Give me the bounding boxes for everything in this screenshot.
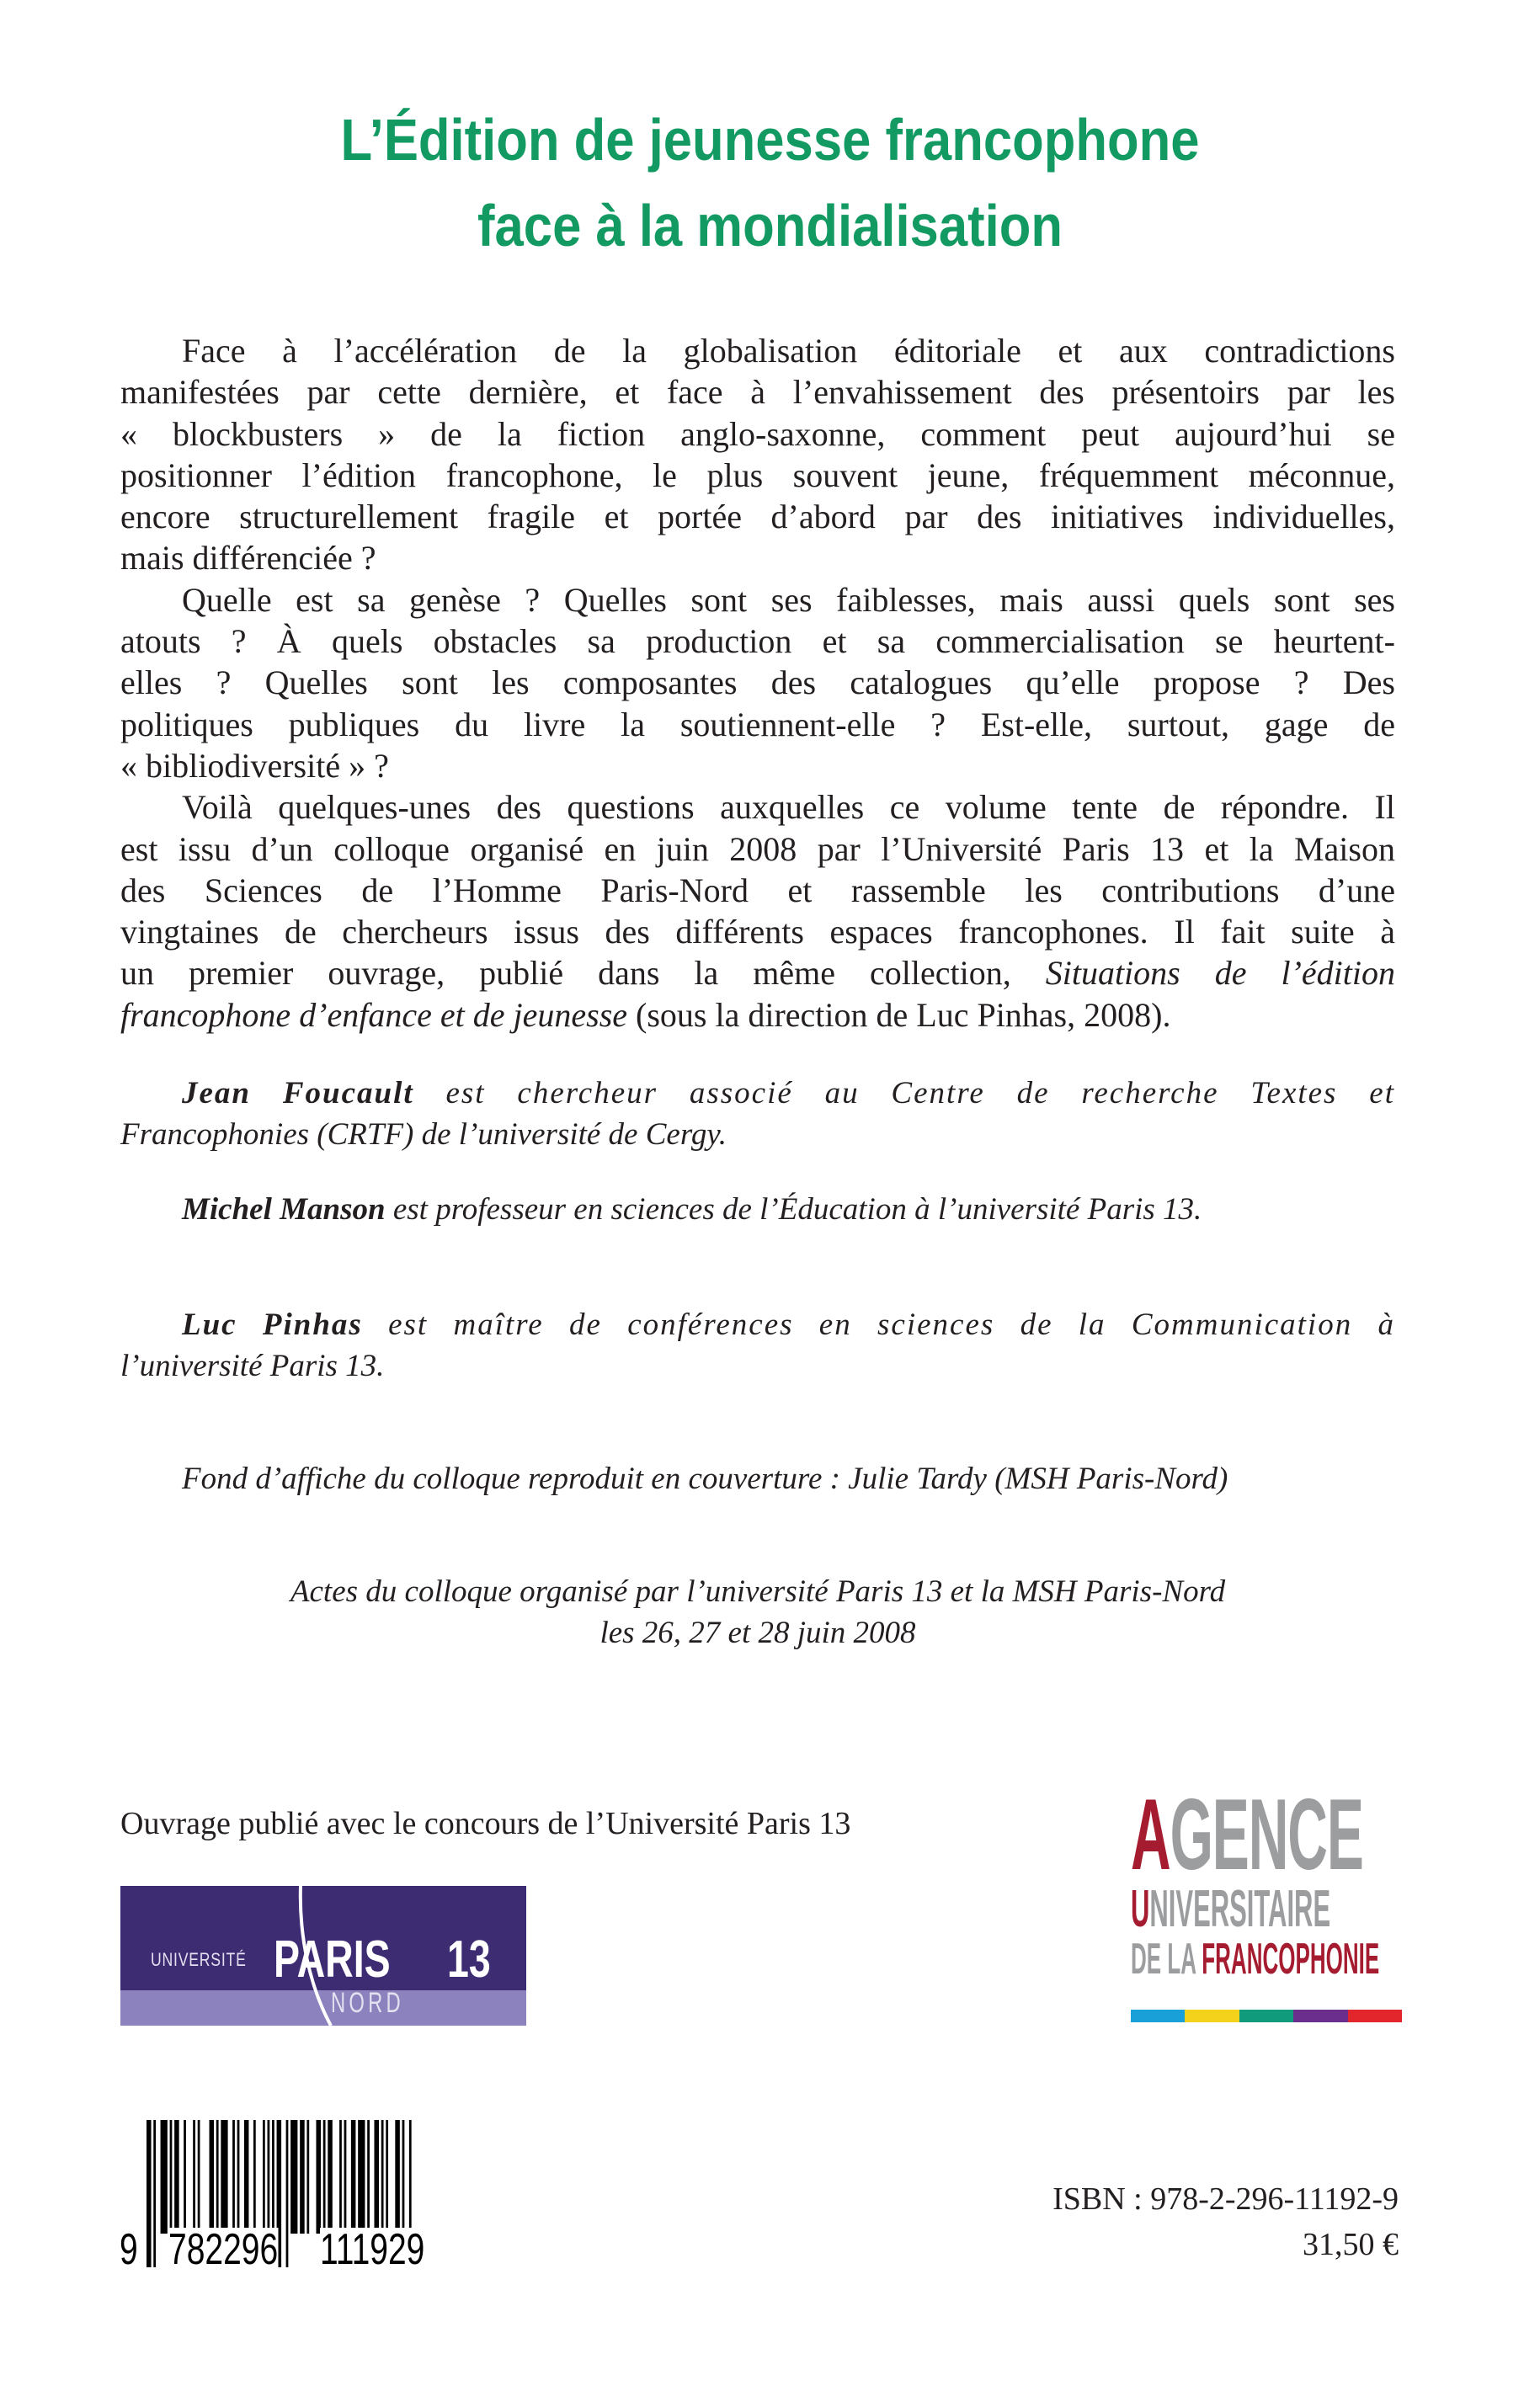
barcode-bar xyxy=(316,2120,321,2234)
price: 31,50 € xyxy=(1303,2227,1399,2262)
bio-text: est professeur en sciences de l’Éducation à l’université Paris 13. xyxy=(385,1192,1202,1227)
author-name: Jean Foucault xyxy=(182,1076,414,1110)
bio-luc-pinhas xyxy=(120,1304,1395,1387)
barcode-bar xyxy=(147,2120,152,2267)
barcode-bar xyxy=(351,2120,356,2234)
text-line: « blockbusters » de la fiction anglo-saxonne, comment peut aujourd’hui se xyxy=(120,414,1395,453)
text-line: l’université Paris 13. xyxy=(120,1349,385,1383)
text-line xyxy=(120,994,1395,1036)
book-title-citation: Situations de l’édition xyxy=(1045,954,1395,993)
barcode-bar xyxy=(263,2120,265,2234)
color-bar-segment xyxy=(1131,2010,1185,2022)
agence-universitaire-francophonie-logo xyxy=(1131,1778,1402,2022)
text-line xyxy=(120,1189,1395,1230)
text-line: vingtaines de chercheurs issus des différents espaces francophones. Il fait suite à xyxy=(120,913,1395,951)
barcode-digits: 782296 xyxy=(168,2225,279,2274)
text-line: elles ? Quelles sont les composantes des catalogues qu’elle propose ? Des xyxy=(120,663,1395,702)
barcode-bar xyxy=(286,2120,289,2267)
paragraph-3 xyxy=(120,786,1395,1036)
logo-text: PARIS xyxy=(274,1931,391,1989)
isbn: ISBN : 978-2-296-11192-9 xyxy=(1052,2181,1399,2217)
barcode-bar xyxy=(386,2120,388,2234)
proceedings-note xyxy=(120,1571,1395,1654)
barcode-bar xyxy=(395,2120,400,2234)
barcode-bar xyxy=(174,2120,179,2234)
barcode-bar xyxy=(244,2120,249,2234)
blurb xyxy=(120,330,1395,1036)
barcode-bar xyxy=(358,2120,365,2234)
color-bar-segment xyxy=(1239,2010,1293,2022)
barcode-bar xyxy=(216,2120,219,2234)
text-line: Quelle est sa genèse ? Quelles sont ses faiblesses, mais aussi quels sont ses xyxy=(182,580,1395,619)
cover-credit xyxy=(120,1458,1395,1499)
text-line xyxy=(120,952,1395,993)
barcode-bar xyxy=(153,2120,156,2267)
bio-text: est chercheur associé au Centre de recherche Textes et xyxy=(413,1076,1395,1110)
barcode-digits: 111929 xyxy=(320,2225,425,2274)
bio-michel-manson xyxy=(120,1189,1395,1230)
text-line xyxy=(120,1073,1395,1114)
logo-text: NORD xyxy=(331,1987,404,2019)
barcode-bar xyxy=(328,2120,333,2234)
text-line: manifestées par cette dernière, et face à l’envahissement des présentoirs par les xyxy=(120,373,1395,412)
text-line: « bibliodiversité » ? xyxy=(120,746,389,785)
barcode-bar xyxy=(374,2120,379,2234)
support-note: Ouvrage publié avec le concours de l’Université Paris 13 xyxy=(120,1806,851,1841)
barcode-bar xyxy=(344,2120,347,2234)
title-line-1: L’Édition de jeunesse francophone xyxy=(340,107,1200,173)
barcode-bar xyxy=(161,2120,168,2234)
barcode-bar xyxy=(198,2120,200,2234)
barcode-bar xyxy=(402,2120,405,2234)
barcode-bar xyxy=(290,2120,297,2234)
barcode-bar xyxy=(272,2120,274,2234)
text-line: est issu d’un colloque organisé en juin 2008 par l’Université Paris 13 et la Maison xyxy=(120,829,1395,868)
logo-text: UNIVERSITAIRE xyxy=(1131,1880,1331,1938)
barcode-bar xyxy=(268,2120,270,2234)
text-line: Actes du colloque organisé par l’université Paris 13 et la MSH Paris-Nord xyxy=(290,1574,1226,1609)
universite-paris-13-logo xyxy=(120,1886,526,2026)
logo-text: DE LA FRANCOPHONIE xyxy=(1131,1935,1380,1984)
color-bar-segment xyxy=(1185,2010,1239,2022)
barcode-bar xyxy=(300,2120,305,2234)
author-name: Luc Pinhas xyxy=(182,1308,363,1342)
text-line: encore structurellement fragile et portée d’abord par des initiatives individuelles, xyxy=(120,498,1395,536)
barcode-bar xyxy=(232,2120,235,2234)
isbn-barcode xyxy=(120,2120,497,2274)
logo-text: AGENCE xyxy=(1131,1778,1363,1891)
barcode-bar xyxy=(210,2120,215,2234)
color-bar-segment xyxy=(1348,2010,1402,2022)
logo-text: UNIVERSITÉ xyxy=(151,1949,247,1970)
barcode-bar xyxy=(193,2120,195,2234)
color-bar xyxy=(1131,2010,1402,2022)
logo-text: 13 xyxy=(447,1931,491,1989)
barcode-bar xyxy=(253,2120,256,2234)
text-line: mais différenciée ? xyxy=(120,539,376,578)
paragraph-1 xyxy=(120,330,1395,579)
barcode-bar xyxy=(306,2120,309,2234)
barcode-bar xyxy=(170,2120,173,2234)
barcode-bar xyxy=(184,2120,186,2234)
book-title-citation: francophone d’enfance et de jeunesse xyxy=(120,995,628,1034)
paragraph-2 xyxy=(120,579,1395,786)
text-line: Fond d’affiche du colloque reproduit en couverture : Julie Tardy (MSH Paris-Nord) xyxy=(182,1462,1228,1496)
text-line: les 26, 27 et 28 juin 2008 xyxy=(599,1616,916,1650)
bio-jean-foucault xyxy=(120,1073,1395,1155)
bio-text: est maître de conférences en sciences de la Communication à xyxy=(362,1308,1395,1342)
text-line: atouts ? À quels obstacles sa production et sa commercialisation se heurtent- xyxy=(120,622,1395,661)
barcode-digit: 9 xyxy=(120,2225,138,2274)
author-name: Michel Manson xyxy=(182,1192,386,1227)
text-line: Face à l’accélération de la globalisation éditoriale et aux contradictions xyxy=(182,332,1395,370)
color-bar-segment xyxy=(1293,2010,1347,2022)
title-line-2: face à la mondialisation xyxy=(477,193,1063,258)
text-line: politiques publiques du livre la soutiennent-elle ? Est-elle, surtout, gage de xyxy=(120,705,1395,743)
text-line: des Sciences de l’Homme Paris-Nord et rassemble les contributions d’une xyxy=(120,871,1395,909)
barcode-bar xyxy=(323,2120,326,2234)
barcode-bar xyxy=(367,2120,370,2234)
text-segment: un premier ouvrage, publié dans la même collection, xyxy=(120,954,1046,993)
barcode-bar xyxy=(237,2120,240,2234)
barcode-bar xyxy=(221,2120,227,2234)
barcode-bar xyxy=(381,2120,384,2234)
text-line: Francophonies (CRTF) de l’université de Cergy. xyxy=(120,1117,727,1152)
text-line xyxy=(120,1304,1395,1345)
text-line: Voilà quelques-unes des questions auxquelles ce volume tente de répondre. Il xyxy=(182,788,1395,827)
text-line: positionner l’édition francophone, le plus souvent jeune, fréquemment méconnue, xyxy=(120,455,1395,494)
barcode-bar xyxy=(339,2120,342,2234)
text-segment: (sous la direction de Luc Pinhas, 2008). xyxy=(627,995,1171,1034)
